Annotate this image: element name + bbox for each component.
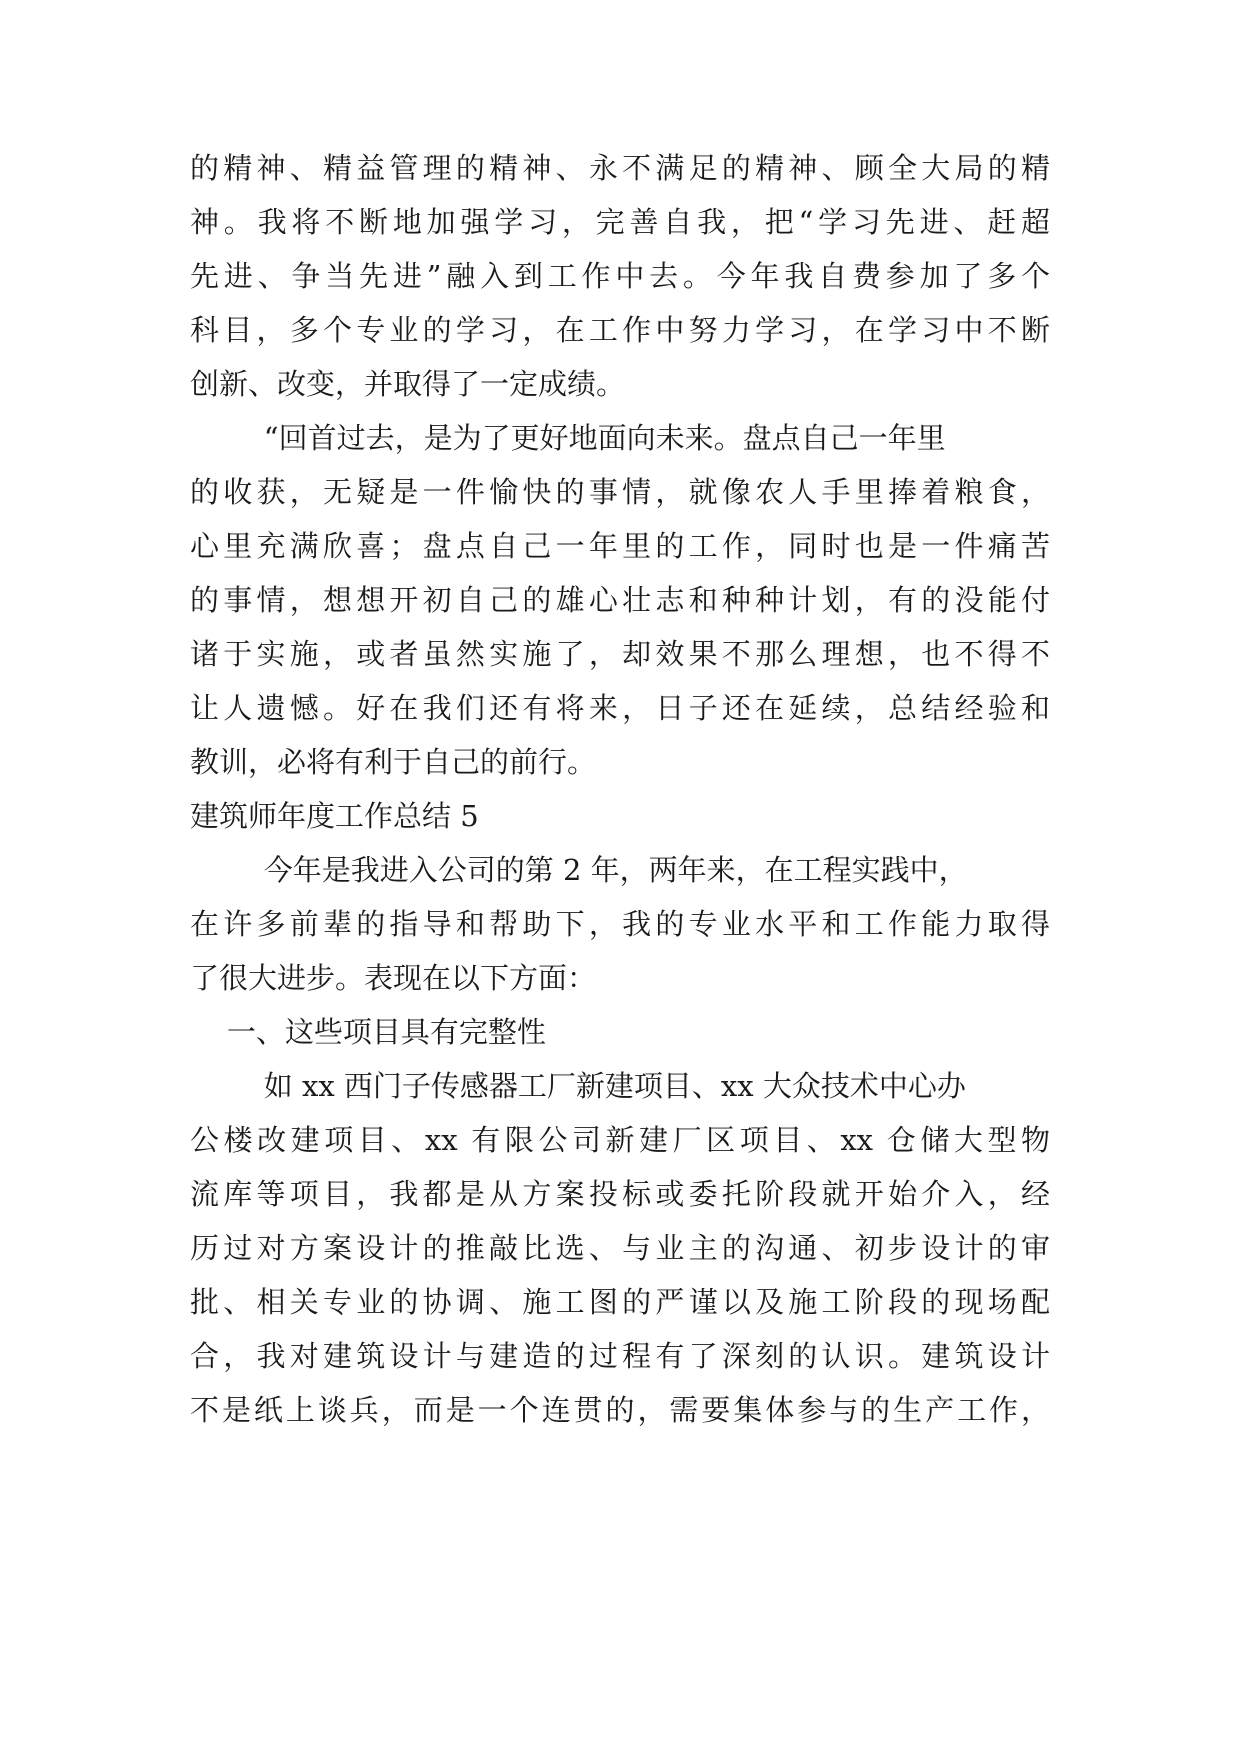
paragraph-line: 了很大进步。表现在以下方面： bbox=[190, 961, 597, 995]
paragraph-line: 合，我对建筑设计与建造的过程有了深刻的认识。建筑设计 bbox=[190, 1339, 1050, 1373]
paragraph-line: 创新、改变，并取得了一定成绩。 bbox=[190, 367, 626, 401]
paragraph-line: 让人遗憾。好在我们还有将来，日子还在延续，总结经验和 bbox=[190, 691, 1050, 725]
subsection-heading: 一、这些项目具有完整性 bbox=[190, 1015, 546, 1049]
section-heading: 建筑师年度工作总结 5 bbox=[190, 799, 479, 833]
paragraph-line: 先进、争当先进”融入到工作中去。今年我自费参加了多个 bbox=[190, 259, 1050, 293]
paragraph-line: 今年是我进入公司的第 2 年，两年来，在工程实践中， bbox=[190, 853, 968, 887]
paragraph-line: 心里充满欣喜；盘点自己一年里的工作，同时也是一件痛苦 bbox=[190, 529, 1050, 563]
paragraph-line: 公楼改建项目、xx 有限公司新建厂区项目、xx 仓储大型物 bbox=[190, 1123, 1050, 1157]
paragraph-line: 的收获，无疑是一件愉快的事情，就像农人手里捧着粮食， bbox=[190, 475, 1050, 509]
paragraph-line: 的精神、精益管理的精神、永不满足的精神、顾全大局的精 bbox=[190, 151, 1050, 185]
paragraph-line: 不是纸上谈兵，而是一个连贯的，需要集体参与的生产工作， bbox=[190, 1393, 1050, 1427]
paragraph-line: “回首过去，是为了更好地面向未来。盘点自己一年里 bbox=[190, 421, 946, 455]
paragraph-line: 在许多前辈的指导和帮助下，我的专业水平和工作能力取得 bbox=[190, 907, 1050, 941]
paragraph-line: 神。我将不断地加强学习，完善自我，把“学习先进、赶超 bbox=[190, 205, 1050, 239]
paragraph-line: 诸于实施，或者虽然实施了，却效果不那么理想，也不得不 bbox=[190, 637, 1050, 671]
paragraph-line: 如 xx 西门子传感器工厂新建项目、xx 大众技术中心办 bbox=[190, 1069, 966, 1103]
paragraph-line: 历过对方案设计的推敲比选、与业主的沟通、初步设计的审 bbox=[190, 1231, 1050, 1265]
paragraph-line: 科目，多个专业的学习，在工作中努力学习，在学习中不断 bbox=[190, 313, 1050, 347]
paragraph-line: 流库等项目，我都是从方案投标或委托阶段就开始介入，经 bbox=[190, 1177, 1050, 1211]
paragraph-line: 教训，必将有利于自己的前行。 bbox=[190, 745, 597, 779]
paragraph-line: 批、相关专业的协调、施工图的严谨以及施工阶段的现场配 bbox=[190, 1285, 1050, 1319]
paragraph-line: 的事情，想想开初自己的雄心壮志和种种计划，有的没能付 bbox=[190, 583, 1050, 617]
